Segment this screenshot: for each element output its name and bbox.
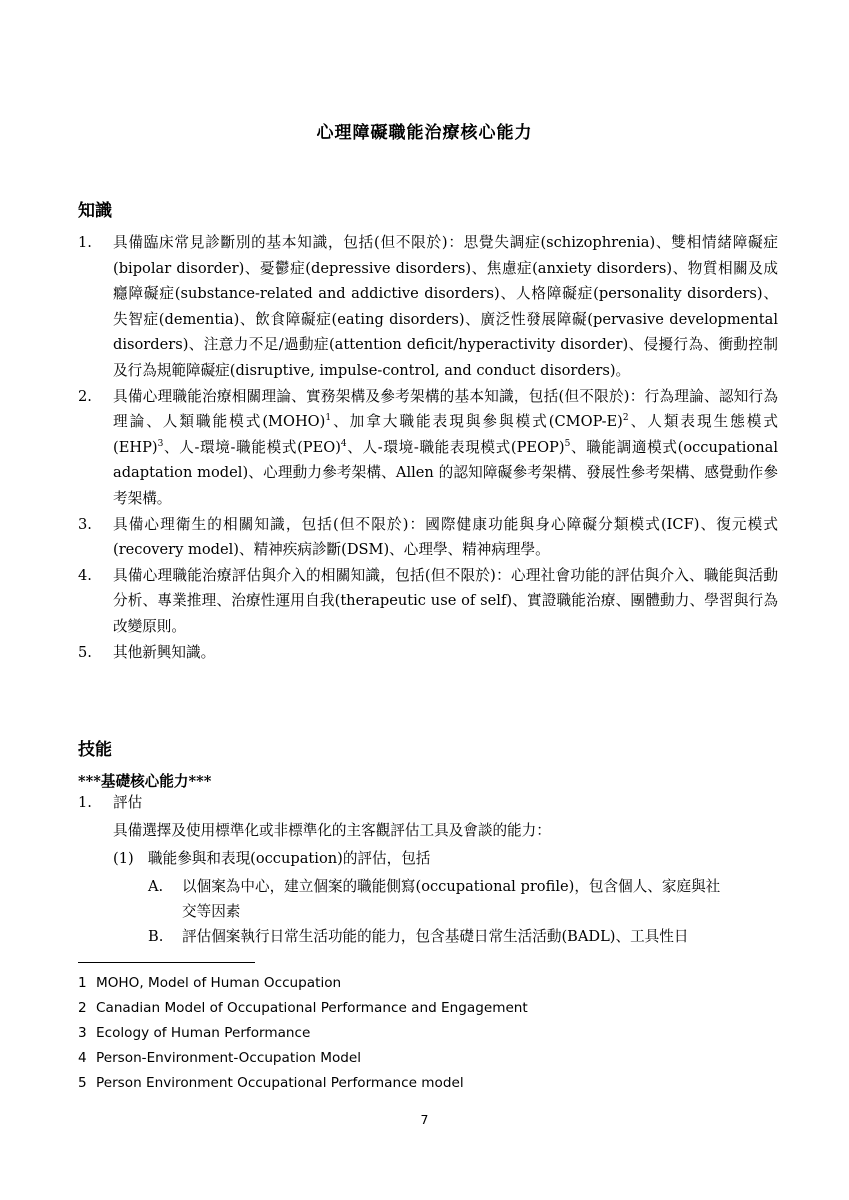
page-number: 7 xyxy=(420,1112,429,1127)
footnote: 5 Person Environment Occupational Performance model xyxy=(78,1075,464,1091)
knowledge-item xyxy=(78,563,778,640)
item-text: 具備心理衛生的相關知識，包括(但不限於)：國際健康功能與身心障礙分類模式(ICF)、復元模式(recovery model)、精神疾病診斷(DSM)、心理學、精神病理學。 xyxy=(113,515,778,559)
item-number: 4. xyxy=(78,566,92,584)
item-number: 3. xyxy=(78,515,92,533)
sub-sub-item-number: A. xyxy=(148,878,164,895)
item-text: 具備心理職能治療相關理論、實務架構及參考架構的基本知識，包括(但不限於)：行為理論、認知行為理論、人類職能模式(MOHO)$^1$、加拿大職能表現與參與模式(CMOP-E)$^2$、人類表現生態模式(EHP)$^3$、人-環境-職能模式(PEO)$^4$、人-環境-職能表現模式(PEOP)$^5$、職能調適模式(occupational adaptation model)、心理動力參考架構、Allen 的認知障礙參考架構、發展性參考架構、感覺動作參考架構。 xyxy=(113,387,779,507)
item-text: 具備心理職能治療評估與介入的相關知識，包括(但不限於)：心理社會功能的評估與介入、職能與活動分析、專業推理、治療性運用自我(therapeutic use of self)、實證職能治療、團體動力、學習與行為改變原則。 xyxy=(113,566,778,635)
knowledge-heading: 知識 xyxy=(78,201,112,221)
skills-heading: 技能 xyxy=(78,740,112,760)
footnote-ref: 4 xyxy=(340,438,347,449)
skills-subheading: ***基礎核心能力*** xyxy=(78,773,212,790)
skill-item-description: 具備選擇及使用標準化或非標準化的主客觀評估工具及會談的能力： xyxy=(113,822,551,839)
item-number: 2. xyxy=(78,387,92,405)
sub-sub-item-text-continued: 交等因素 xyxy=(182,903,241,920)
footnote-ref: 1 xyxy=(325,413,332,424)
footnote-ref: 3 xyxy=(157,438,164,449)
item-text: 具備臨床常見診斷別的基本知識，包括(但不限於)：思覺失調症(schizophrenia)、雙相情緒障礙症(bipolar disorder)、憂鬱症(depressive disorders)、焦慮症(anxiety disorders)、物質相關及成癮障礙症(substance-related and addictive disorders)、人格障礙症(personality disorders)、失智症(dementia)、飲食障礙症(eating disorders)、廣泛性發展障礙(pervasive developmental disorders)、注意力不足/過動症(attention deficit/hyperactivity disorder)、侵擾行為、衝動控制及行為規範障礙症(disruptive, impulse-control, and conduct disorders)。 xyxy=(113,234,778,379)
footnote-ref: 5 xyxy=(564,438,571,449)
knowledge-item xyxy=(78,512,778,563)
footnote-ref: 2 xyxy=(622,413,629,424)
footnote: 4 Person-Environment-Occupation Model xyxy=(78,1050,362,1066)
knowledge-list xyxy=(78,230,778,665)
item-text: 其他新興知識。 xyxy=(113,643,216,661)
knowledge-item xyxy=(78,230,778,384)
skill-item-label: 評估 xyxy=(113,794,143,811)
page-title: 心理障礙職能治療核心能力 xyxy=(316,123,533,143)
skill-item-number: 1. xyxy=(78,794,92,811)
item-number: 1. xyxy=(78,234,92,251)
knowledge-item xyxy=(78,384,778,512)
knowledge-item xyxy=(78,640,778,666)
sub-item-text: 職能參與和表現(occupation)的評估，包括 xyxy=(148,850,431,867)
sub-sub-item-text: 評估個案執行日常生活功能的能力，包含基礎日常生活活動(BADL)、工具性日 xyxy=(182,928,689,945)
footnote-separator xyxy=(78,962,255,963)
item-number: 5. xyxy=(78,643,92,661)
footnote: 3 Ecology of Human Performance xyxy=(78,1025,311,1041)
sub-sub-item-number: B. xyxy=(148,928,164,945)
sub-item-number: (1) xyxy=(113,850,134,867)
footnote: 1 MOHO, Model of Human Occupation xyxy=(78,975,342,991)
sub-sub-item-text: 以個案為中心，建立個案的職能側寫(occupational profile)，包含個人、家庭與社 xyxy=(182,878,721,895)
footnote: 2 Canadian Model of Occupational Performance and Engagement xyxy=(78,1000,528,1016)
